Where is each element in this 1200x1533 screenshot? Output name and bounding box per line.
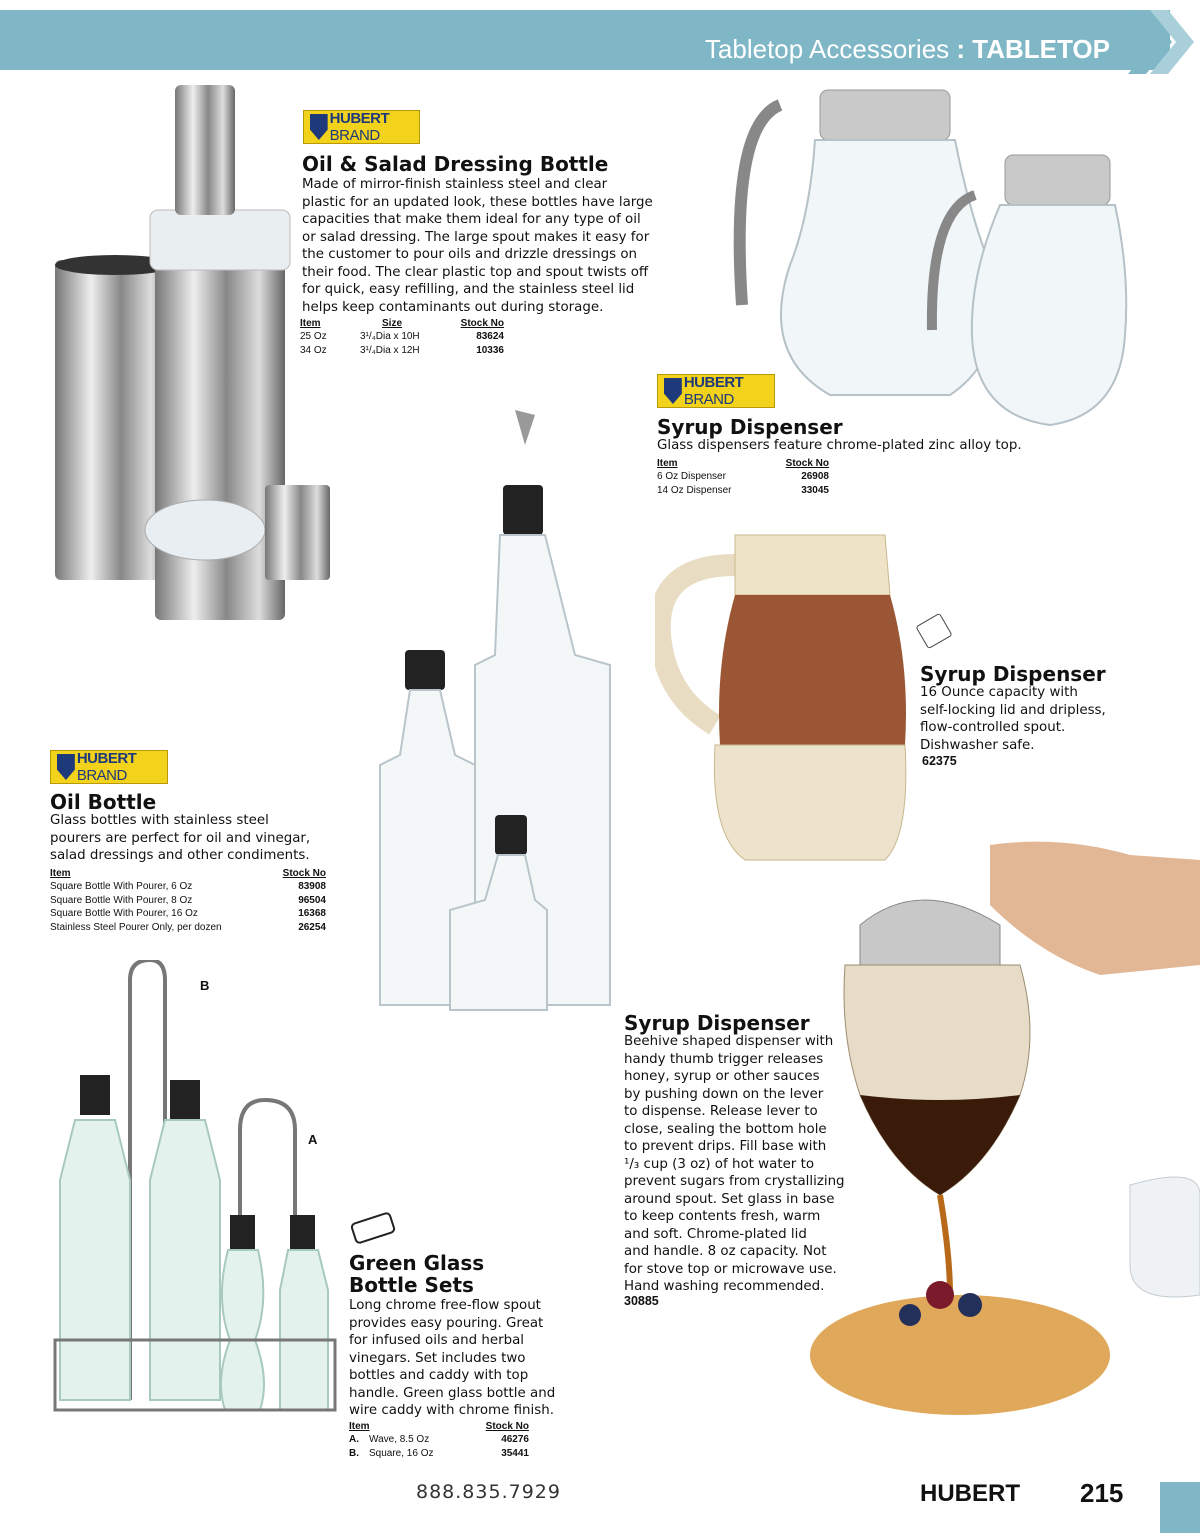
section-title: Tabletop Accessories : TABLETOP: [704, 34, 1110, 64]
table-row: A. Wave, 8.5 Oz 46276: [349, 1434, 529, 1445]
syrup-glass-spec-table: Item Stock No 6 Oz Dispenser 26908 14 Oz Dispenser 33045: [657, 458, 829, 496]
syrup-beige-desc: 16 Ounce capacity with self-locking lid and dripless, flow-controlled spout. Dishwasher safe.: [920, 685, 1106, 753]
tablecraft-logo: [350, 1212, 396, 1244]
green-glass-spec-table: Item Stock No A. Wave, 8.5 Oz 46276 B. Square, 16 Oz 35441: [349, 1421, 529, 1459]
syrup-beehive-stock: 30885: [624, 1294, 659, 1308]
shield-icon: [310, 114, 328, 140]
table-row: 34 Oz 3¹/₄Dia x 12H 10336: [300, 344, 504, 356]
footer-brand: HUBERT: [920, 1480, 1020, 1507]
table-row: Stainless Steel Pourer Only, per dozen 26254: [50, 921, 326, 933]
beehive-syrup-dispenser-image: [800, 835, 1200, 1435]
table-row: Square Bottle With Pourer, 6 Oz 83908: [50, 881, 326, 892]
hubert-brand-badge: HUBERT BRAND: [303, 110, 420, 144]
hubert-brand-badge: HUBERT BRAND: [50, 750, 168, 784]
oil-bottle-title: Oil Bottle: [50, 790, 157, 814]
shield-icon: [57, 754, 75, 780]
oil-bottle-desc: Glass bottles with stainless steel pourers are perfect for oil and vinegar, salad dressings and other condiments.: [50, 813, 311, 863]
table-row: B. Square, 16 Oz 35441: [349, 1447, 529, 1459]
page-tab: [1160, 1482, 1200, 1533]
oil-bottle-image: [375, 405, 615, 1020]
table-row: 6 Oz Dispenser 26908: [657, 471, 829, 482]
beige-syrup-dispenser-image: [655, 525, 910, 870]
chevron-arrows-icon: [1120, 6, 1200, 78]
hubert-brand-badge: HUBERT BRAND: [657, 374, 775, 408]
page-number: 215: [1080, 1478, 1124, 1508]
syrup-beige-stock: 62375: [922, 754, 957, 768]
syrup-glass-desc: Glass dispensers feature chrome-plated zinc alloy top.: [657, 438, 1022, 453]
syrup-glass-title: Syrup Dispenser: [657, 415, 843, 439]
image-label-a: A: [308, 1132, 318, 1147]
table-row: 25 Oz 3¹/₄Dia x 10H 83624: [300, 331, 504, 342]
green-glass-bottle-set-image: [50, 960, 340, 1420]
oil-dressing-title: Oil & Salad Dressing Bottle: [302, 152, 609, 176]
oil-dressing-desc: Made of mirror-finish stainless steel and clear plastic for an updated look, these bottles have large capacities that make them ideal for any type of oil or salad dressing. The large spout makes it easy for the customer to pour oils and drizzle dressings on their food. The clear plastic top and spout twists off for quick, easy refilling, and the stainless steel lid helps keep contaminants out during storage.: [302, 177, 653, 315]
oil-dressing-spec-table: Item Size Stock No 25 Oz 3¹/₄Dia x 10H 83624 34 Oz 3¹/₄Dia x 12H 10336: [300, 318, 504, 356]
green-glass-desc: Long chrome free-flow spout provides easy pouring. Great for infused oils and herbal vinegars. Set includes two bottles and caddy with top handle. Green glass bottle and wire caddy with chrome finish.: [349, 1298, 556, 1418]
syrup-beige-title: Syrup Dispenser: [920, 662, 1106, 686]
table-row: Square Bottle With Pourer, 16 Oz 16368: [50, 908, 326, 919]
image-label-b: B: [200, 978, 210, 993]
glass-syrup-dispenser-image: [720, 85, 1140, 430]
shield-icon: [664, 378, 682, 404]
oil-bottle-spec-table: Item Stock No Square Bottle With Pourer, 6 Oz 83908 Square Bottle With Pourer, 8 Oz 96504 Square Bottle With Pourer, 16 Oz 16368 Stainless Steel Pourer Only, per dozen 26254: [50, 868, 326, 933]
green-glass-title: Green Glass Bottle Sets: [349, 1251, 485, 1297]
footer-phone: 888.835.7929: [416, 1481, 561, 1503]
syrup-beehive-desc: Beehive shaped dispenser with handy thumb trigger releases honey, syrup or other sauces by pushing down on the lever to dispense. Release lever to close, sealing the bottom hole to prevent drips. Fill base with ¹/₃ cup (3 oz) of hot water to prevent sugars from crystallizing around spout. Set glass in base to keep contents fresh, warm and soft. Chrome-plated lid and handle. 8 oz capacity. Not for stove top or microwave use. Hand washing recommended.: [624, 1034, 845, 1294]
tablecraft-small-logo-icon: [915, 613, 952, 650]
syrup-beehive-title: Syrup Dispenser: [624, 1011, 810, 1035]
table-row: Square Bottle With Pourer, 8 Oz 96504: [50, 894, 326, 906]
table-row: 14 Oz Dispenser 33045: [657, 484, 829, 496]
